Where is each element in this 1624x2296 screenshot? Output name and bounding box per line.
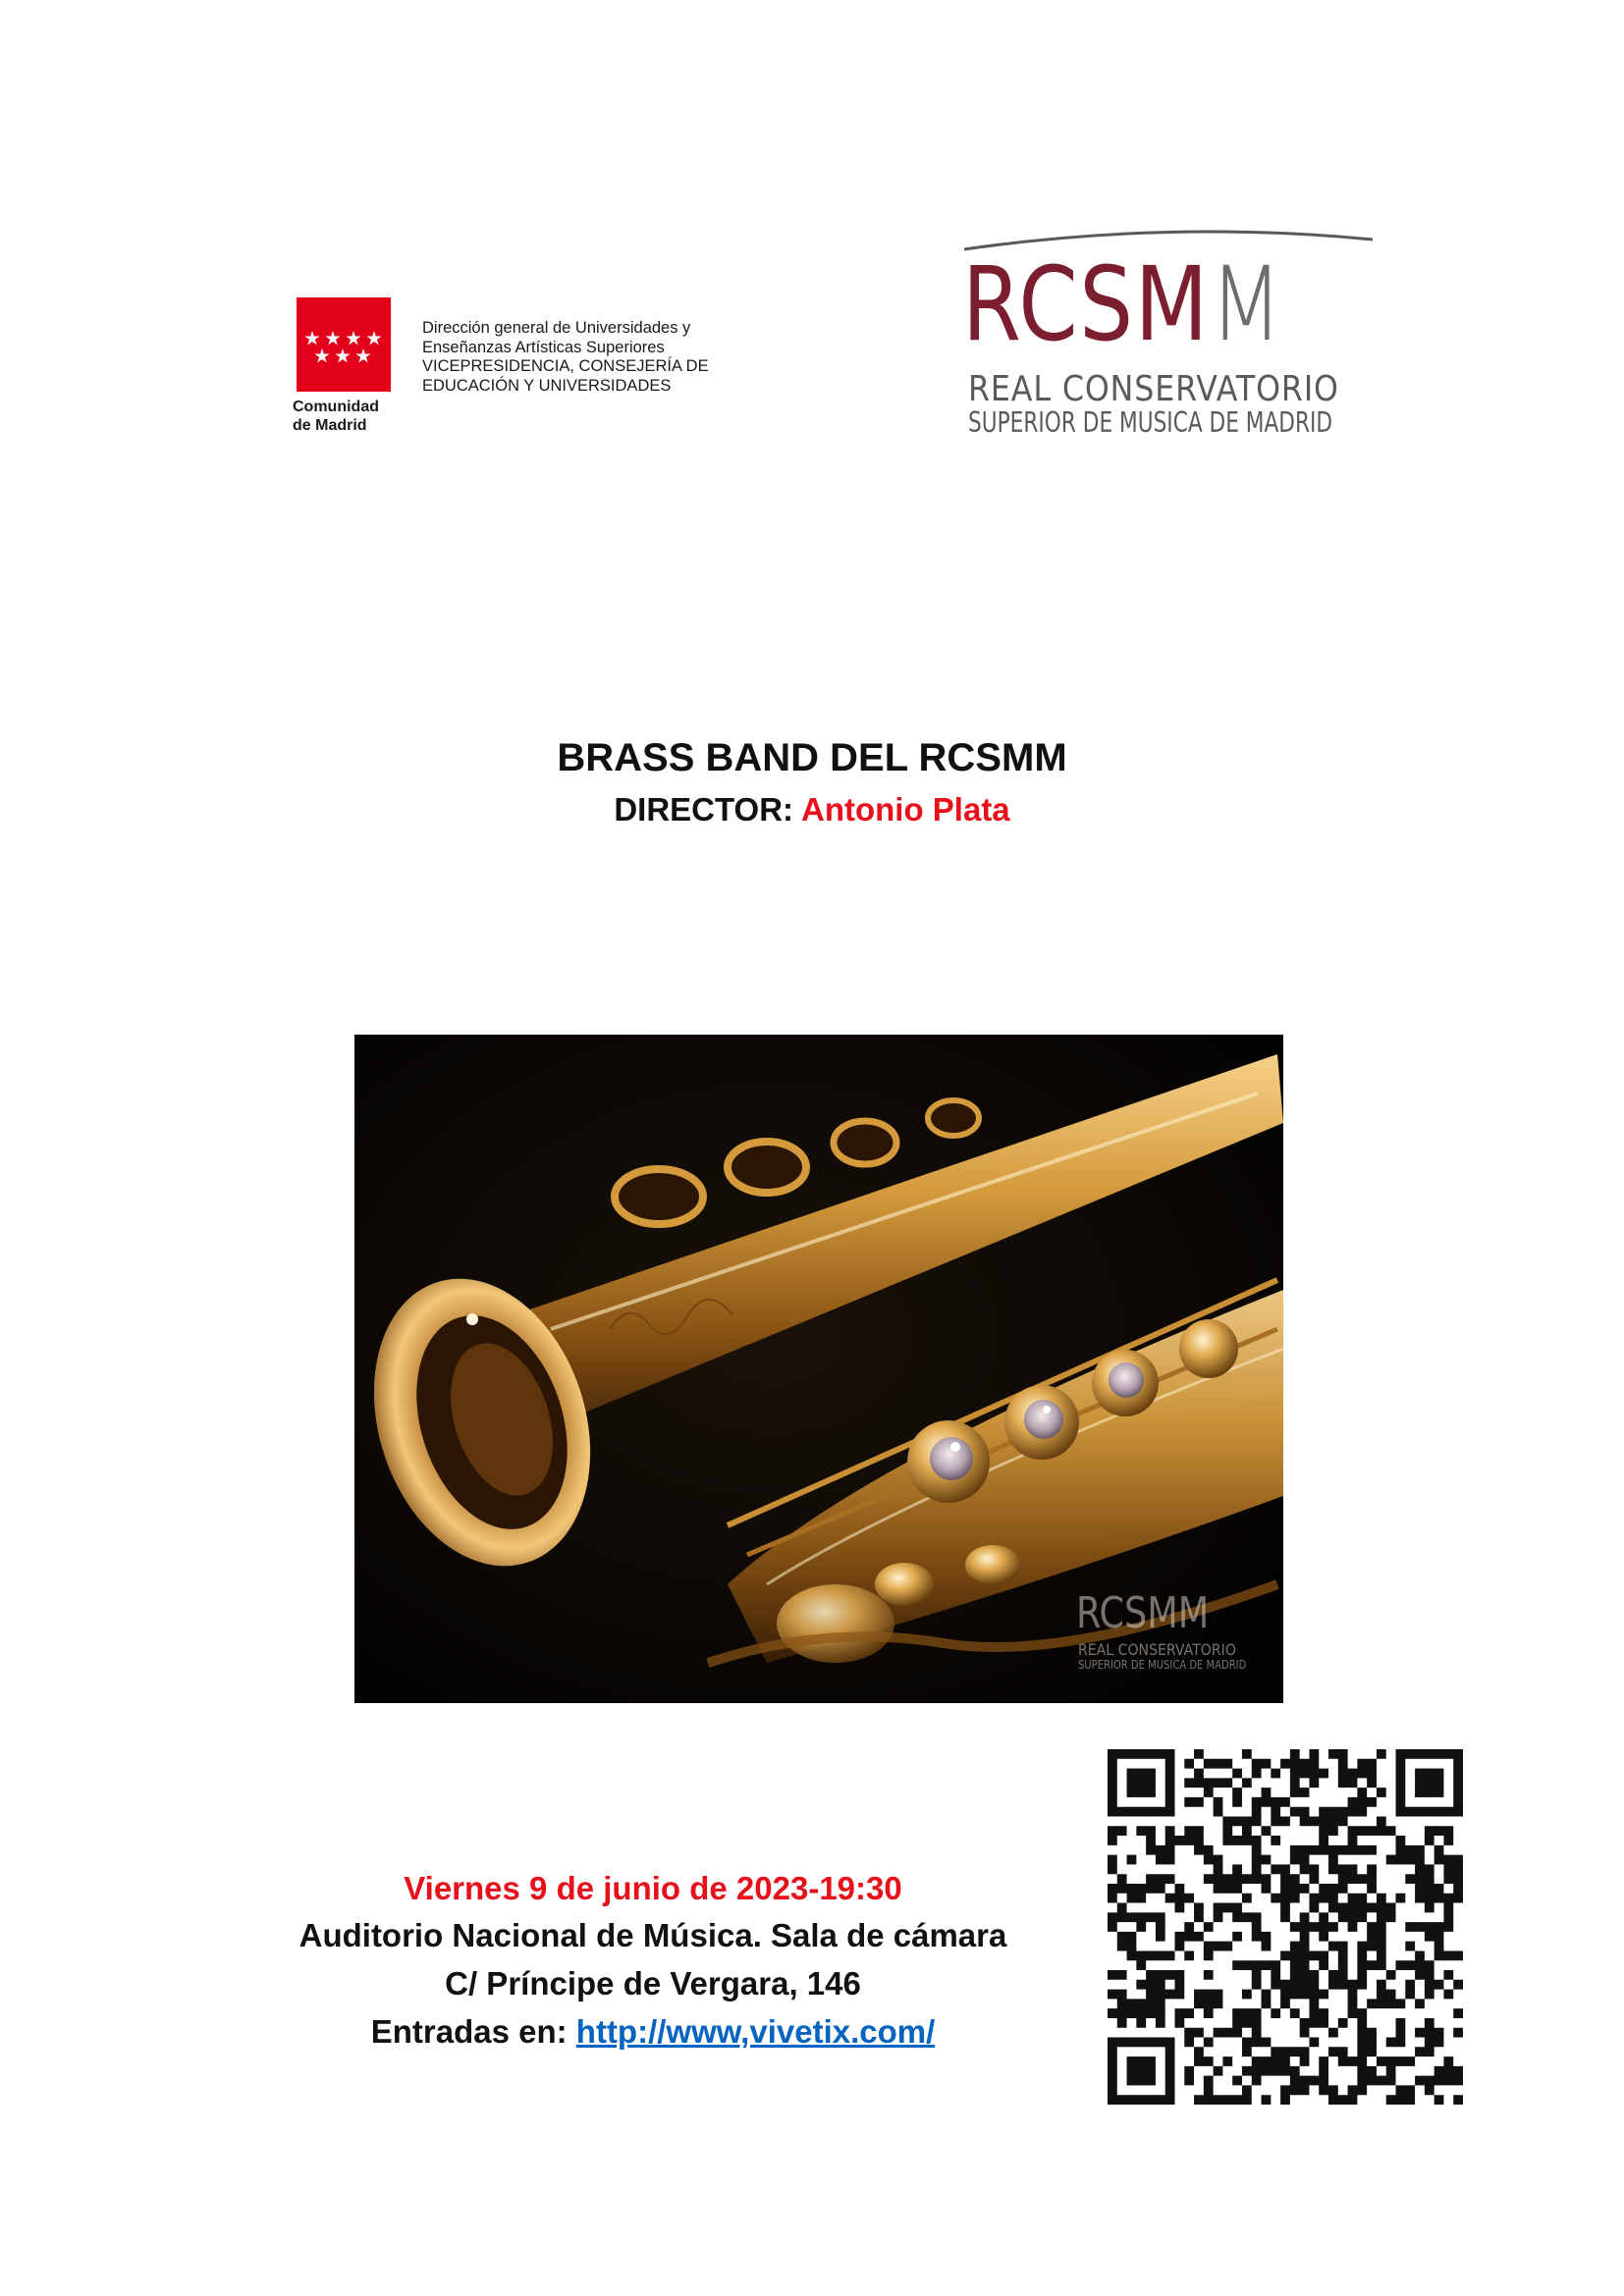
tickets-line <box>245 2012 1060 2052</box>
photo-watermark-line2: SUPERIOR DE MUSICA DE MADRID <box>1078 1657 1247 1672</box>
comunidad-madrid-name <box>293 398 379 435</box>
cam-name-line2: de Madrid <box>293 417 367 434</box>
rcsmm-acronym-last: M <box>1209 244 1285 364</box>
rcsmm-acronym-main: RCSM <box>962 244 1210 364</box>
photo-watermark-line1: REAL CONSERVATORIO <box>1078 1640 1236 1659</box>
comunidad-madrid-flag-logo <box>297 297 391 392</box>
dept-line: Dirección general de Universidades y <box>422 319 691 337</box>
page-title: BRASS BAND DEL RCSMM <box>557 736 1067 779</box>
department-text <box>422 319 709 396</box>
event-date-time: Viernes 9 de junio de 2023-19:30 <box>404 1870 902 1906</box>
rcsmm-logo-acronym <box>962 244 1285 364</box>
event-venue: Auditorio Nacional de Música. Sala de cámara <box>298 1917 1007 1953</box>
event-address: C/ Príncipe de Vergara, 146 <box>445 1965 861 2002</box>
saxophone-photo <box>354 1035 1283 1703</box>
director-name: Antonio Plata <box>801 791 1010 828</box>
tickets-label: Entradas en: <box>370 2013 568 2050</box>
rcsmm-logo-line1: REAL CONSERVATORIO <box>968 369 1339 409</box>
stars-icon <box>297 297 391 392</box>
director-line <box>0 790 1624 829</box>
director-label: DIRECTOR: <box>614 791 794 828</box>
dept-line: Enseñanzas Artísticas Superiores <box>422 338 665 356</box>
tickets-link[interactable]: http://www,vivetix.com/ <box>575 2013 936 2050</box>
photo-watermark-acronym: RCSMM <box>1076 1588 1210 1638</box>
qr-code[interactable] <box>1108 1749 1463 2105</box>
rcsmm-logo-line2: SUPERIOR DE MUSICA DE MADRID <box>968 406 1333 439</box>
dept-line: VICEPRESIDENCIA, CONSEJERÍA DE <box>422 357 709 375</box>
cam-name-line1: Comunidad <box>293 399 379 415</box>
dept-line: EDUCACIÓN Y UNIVERSIDADES <box>422 376 672 395</box>
